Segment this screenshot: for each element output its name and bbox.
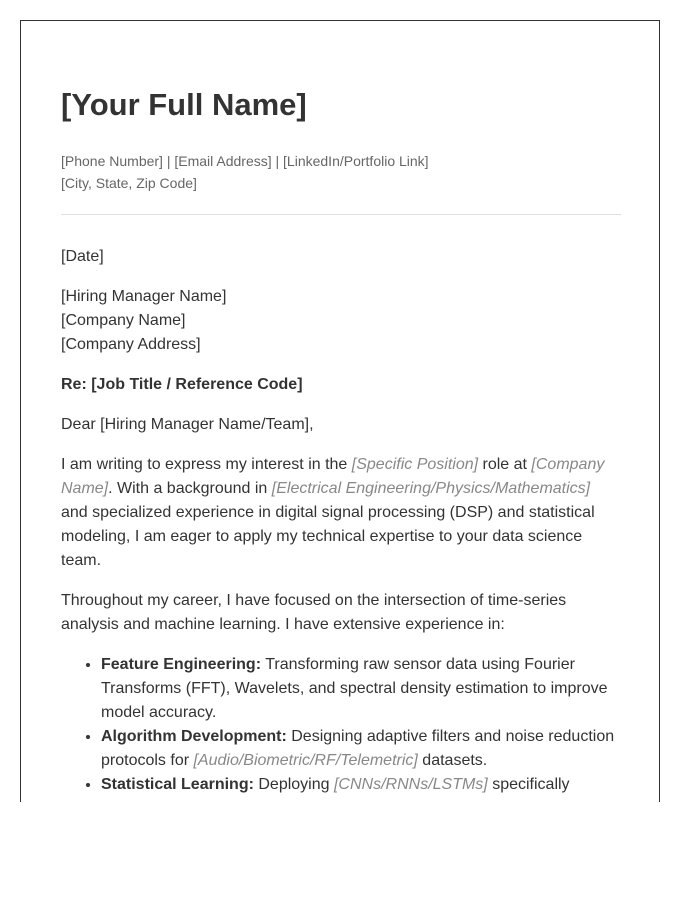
bullet-text: datasets.	[417, 752, 488, 769]
list-item	[101, 725, 621, 773]
text-run: role at	[478, 456, 532, 473]
recipient-address: [Company Address]	[61, 336, 201, 353]
placeholder-background: [Electrical Engineering/Physics/Mathematics]	[271, 480, 591, 497]
bullet-label: Algorithm Development:	[101, 728, 287, 745]
paragraph-intro	[61, 453, 621, 573]
placeholder-models: [CNNs/RNNs/LSTMs]	[333, 776, 488, 793]
bullet-label: Feature Engineering:	[101, 656, 262, 673]
recipient-block	[61, 285, 621, 357]
reference-line: Re: [Job Title / Reference Code]	[61, 376, 303, 393]
letter-body	[61, 245, 621, 797]
list-item	[101, 653, 621, 725]
contact-info	[61, 150, 429, 194]
placeholder-datasets: [Audio/Biometric/RF/Telemetric]	[193, 752, 418, 769]
bullet-label: Statistical Learning:	[101, 776, 254, 793]
recipient-company: [Company Name]	[61, 312, 186, 329]
text-run: and specialized experience in digital signal processing (DSP) and statistical modeling, I am eager to apply my technical expertise to your data science team.	[61, 504, 595, 569]
bullet-text: Transforming raw sensor data using Fourier Transforms (FFT), Wavelets, and spectral density estimation to improve model accuracy.	[101, 656, 608, 721]
recipient-name: [Hiring Manager Name]	[61, 288, 227, 305]
full-name-heading: [Your Full Name]	[61, 87, 307, 122]
experience-list	[61, 653, 621, 797]
paragraph-experience: Throughout my career, I have focused on the intersection of time-series analysis and machine learning. I have extensive experience in:	[61, 592, 567, 633]
text-run: . With a background in	[108, 480, 272, 497]
header-divider	[61, 214, 621, 215]
date: [Date]	[61, 248, 104, 265]
contact-line-2: [City, State, Zip Code]	[61, 175, 197, 191]
contact-line-1: [Phone Number] | [Email Address] | [LinkedIn/Portfolio Link]	[61, 153, 429, 169]
bullet-text: Deploying	[253, 776, 334, 793]
letter-page	[20, 20, 660, 802]
bullet-text: specifically	[487, 776, 570, 793]
bullet-text: Designing adaptive filters and noise reduction protocols for	[101, 728, 615, 769]
salutation: Dear [Hiring Manager Name/Team],	[61, 416, 314, 433]
text-run: I am writing to express my interest in the	[61, 456, 352, 473]
list-item	[101, 773, 621, 797]
placeholder-company: [Company Name]	[61, 456, 605, 497]
placeholder-position: [Specific Position]	[351, 456, 479, 473]
